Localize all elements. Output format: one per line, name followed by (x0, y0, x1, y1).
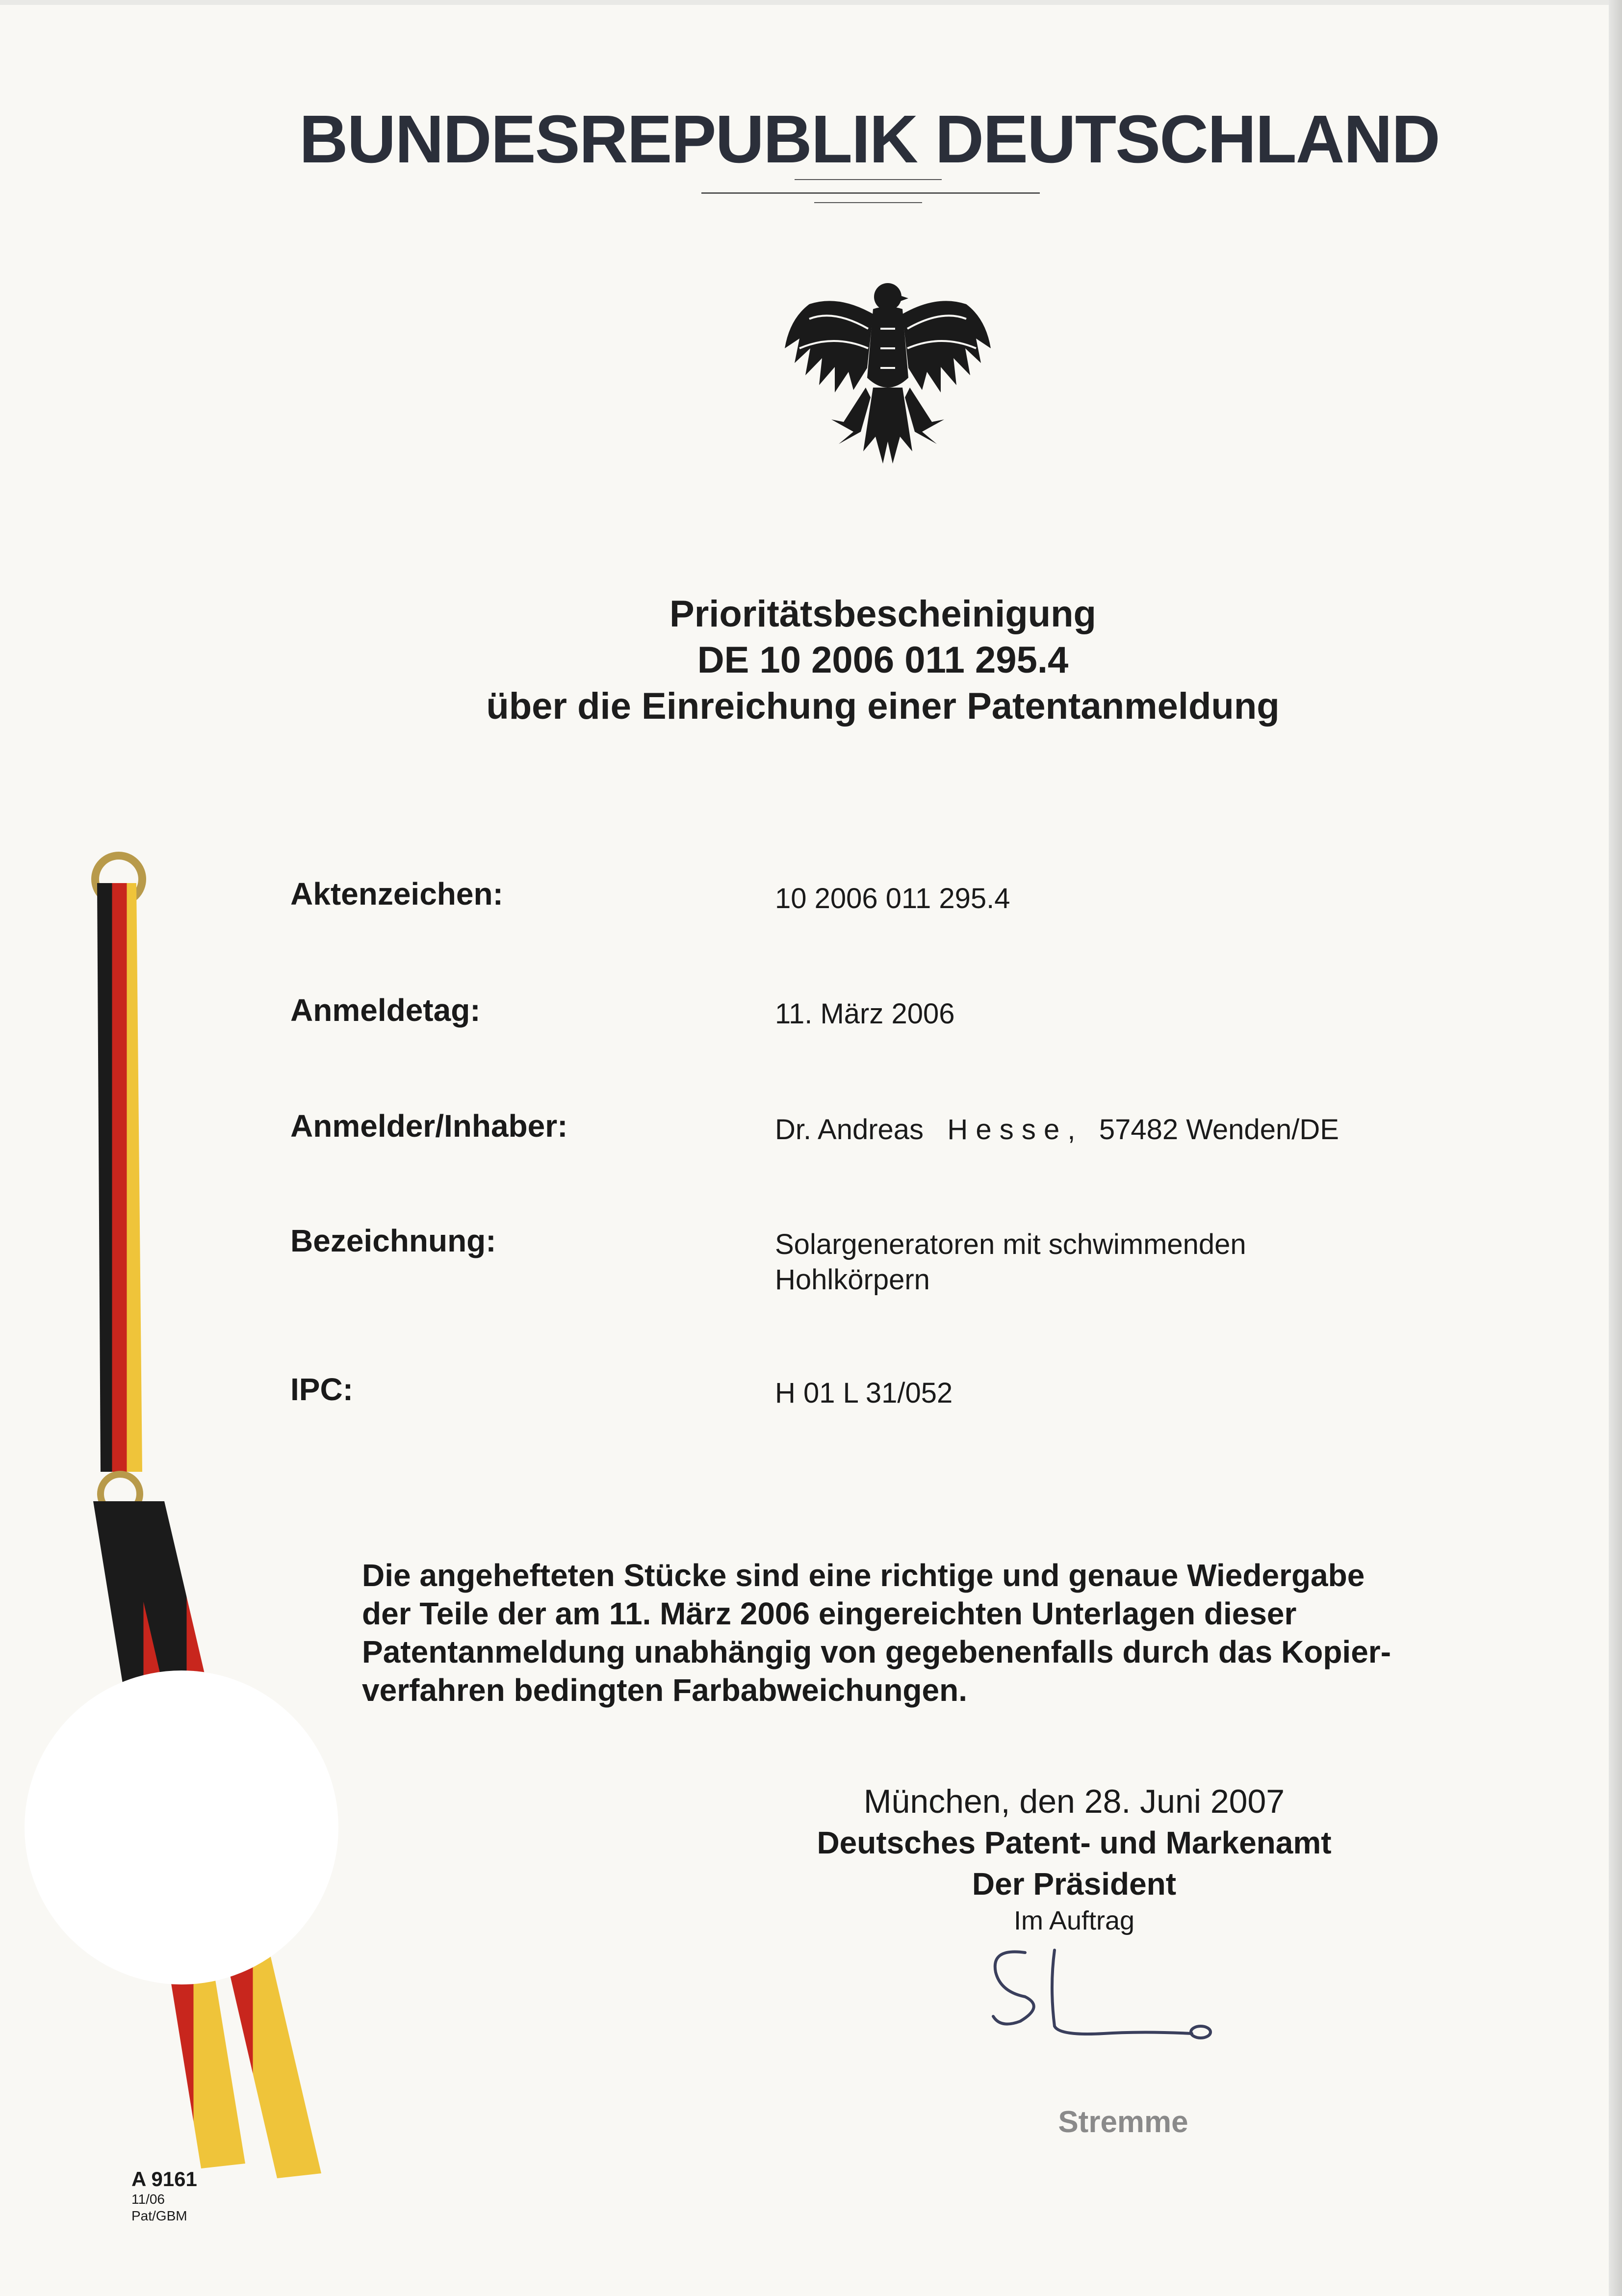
statement-line: Patentanmeldung unabhängig von gegebenenfalls durch das Kopier- (362, 1634, 1391, 1670)
field-label-anmelder: Anmelder/Inhaber: (290, 1108, 568, 1144)
header-title: BUNDESREPUBLIK DEUTSCHLAND (299, 102, 1440, 177)
field-label-ipc: IPC: (290, 1372, 353, 1407)
office-title: Der Präsident (972, 1866, 1177, 1902)
form-code (131, 2167, 197, 2224)
field-label-aktenzeichen: Aktenzeichen: (290, 876, 503, 912)
header-rule-short (795, 179, 942, 180)
scan-right-edge (1609, 0, 1622, 2296)
field-value-bezeichnung-line-1: Solargeneratoren mit schwimmenden (775, 1228, 1246, 1260)
handwritten-signature (981, 1943, 1216, 2051)
field-value-anmeldetag: 11. März 2006 (775, 998, 955, 1030)
certificate-number: DE 10 2006 011 295.4 (697, 639, 1069, 681)
signatory-name: Stremme (1058, 2105, 1188, 2139)
form-code-ref: Pat/GBM (131, 2208, 187, 2223)
certificate-title: Prioritätsbescheinigung (669, 593, 1096, 635)
official-seal (25, 1670, 338, 1984)
certificate-heading (441, 591, 1324, 730)
statement-line: der Teile der am 11. März 2006 eingereichten Unterlagen dieser (362, 1596, 1297, 1631)
signature-block (785, 1781, 1364, 1937)
certificate-subtitle: über die Einreichung einer Patentanmeldung (486, 685, 1280, 727)
field-value-ipc: H 01 L 31/052 (775, 1377, 953, 1409)
place-date: München, den 28. Juni 2007 (863, 1783, 1285, 1820)
field-label-bezeichnung: Bezeichnung: (290, 1223, 496, 1258)
issuing-office: Deutsches Patent- und Markenamt (817, 1825, 1332, 1860)
field-value-anmelder: Dr. Andreas H e s s e , 57482 Wenden/DE (775, 1114, 1339, 1146)
field-value-bezeichnung-line-2: Hohlkörpern (775, 1264, 930, 1296)
form-code-number: A 9161 (131, 2167, 197, 2191)
field-value-aktenzeichen: 10 2006 011 295.4 (775, 883, 1010, 914)
form-code-date: 11/06 (131, 2192, 165, 2207)
statement-line: verfahren bedingten Farbabweichungen. (362, 1672, 967, 1708)
header-rule-under (814, 202, 922, 203)
on-behalf: Im Auftrag (1013, 1906, 1135, 1935)
field-label-anmeldetag: Anmeldetag: (290, 992, 481, 1028)
certification-statement (362, 1556, 1470, 1709)
federal-eagle-icon (780, 275, 996, 471)
header-rule (701, 192, 1040, 194)
statement-line: Die angehefteten Stücke sind eine richtige und genaue Wiedergabe (362, 1558, 1365, 1593)
